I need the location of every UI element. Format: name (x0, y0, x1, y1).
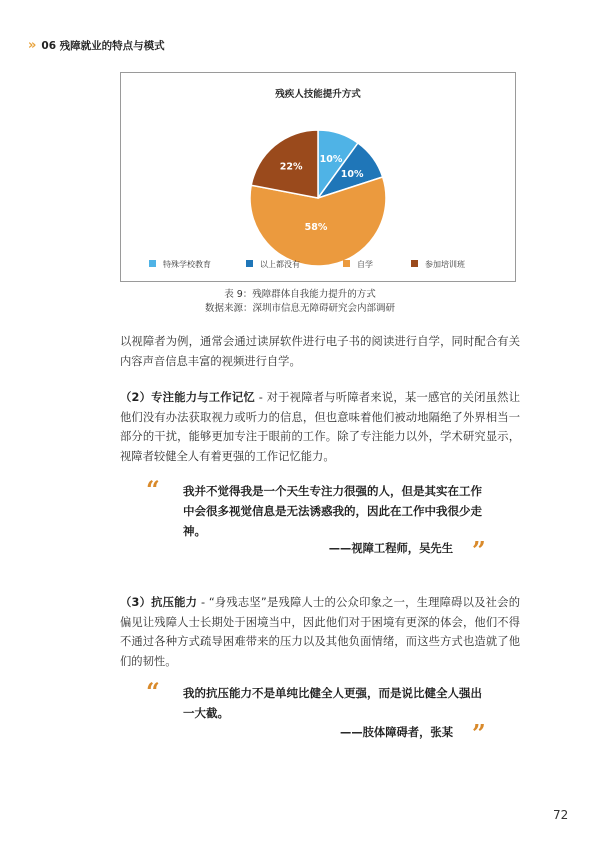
close-quote-icon: ” (472, 719, 486, 748)
resilience-heading: （3）抗压能力 (120, 596, 198, 609)
legend-label: 特殊学校教育 (163, 260, 211, 269)
legend-label: 自学 (357, 260, 373, 269)
close-quote-icon: ” (472, 536, 486, 565)
legend-label: 参加培训班 (425, 260, 465, 269)
pie-data-label: 10% (319, 153, 343, 165)
pie-data-label: 10% (340, 169, 364, 181)
legend-swatch (149, 260, 156, 267)
quote-engineer: 我并不觉得我是一个天生专注力很强的人，但是其实在工作中会很多视觉信息是无法诱惑我的，因此在工作中我很少走神。 (183, 484, 482, 538)
legend-label: 以上都没有 (260, 260, 300, 269)
paragraph-focus (120, 388, 520, 466)
legend-swatch (246, 260, 253, 267)
pie-data-label: 22% (279, 161, 303, 173)
pie-chart (120, 72, 516, 282)
section-title: 06 残障就业的特点与模式 (41, 40, 165, 52)
legend-swatch (343, 260, 350, 267)
pie-data-label: 58% (304, 222, 328, 233)
page-number: 72 (553, 808, 569, 822)
focus-heading: （2）专注能力与工作记忆 (120, 391, 255, 404)
quote-engineer-attribution: ——视障工程师，吴先生 (328, 542, 453, 555)
paragraph-resilience (120, 593, 520, 671)
legend-swatch (411, 260, 418, 267)
double-chevron-icon: » (28, 38, 34, 53)
quote-physical-disability-attribution: ——肢体障碍者，张某 (340, 726, 453, 739)
open-quote-icon: “ (146, 475, 160, 504)
chart-title: 残疾人技能提升方式 (275, 89, 361, 100)
page-header (28, 38, 165, 53)
resilience-body: - “身残志坚”是残障人士的公众印象之一，生理障碍以及社会的偏见让残障人士长期处于困境当中，因此他们对于困境有更深的体会，他们不得不通过各种方式疏导困难带来的压力以及其他负面情绪，而这些方式也造就了他们的韧性。 (120, 596, 520, 668)
data-source: 数据来源：深圳市信息无障碍研究会内部调研 (204, 303, 395, 314)
paragraph-self-study: 以视障者为例，通常会通过读屏软件进行电子书的阅读进行自学，同时配合有关内容声音信息丰富的视频进行自学。 (120, 335, 520, 368)
focus-body: - 对于视障者与听障者来说，某一感官的关闭虽然让他们没有办法获取视力或听力的信息，但也意味着他们被动地隔绝了外界相当一部分的干扰，能够更加专注于眼前的工作。除了专注能力以外，学术研究显示，视障者较健全人有着更强的工作记忆能力。 (120, 391, 520, 463)
table-caption: 表 9：残障群体自我能力提升的方式 (224, 289, 376, 300)
quote-physical-disability: 我的抗压能力不是单纯比健全人更强，而是说比健全人强出一大截。 (183, 686, 482, 720)
pie-chart-svg (121, 73, 515, 281)
open-quote-icon: “ (146, 677, 160, 706)
